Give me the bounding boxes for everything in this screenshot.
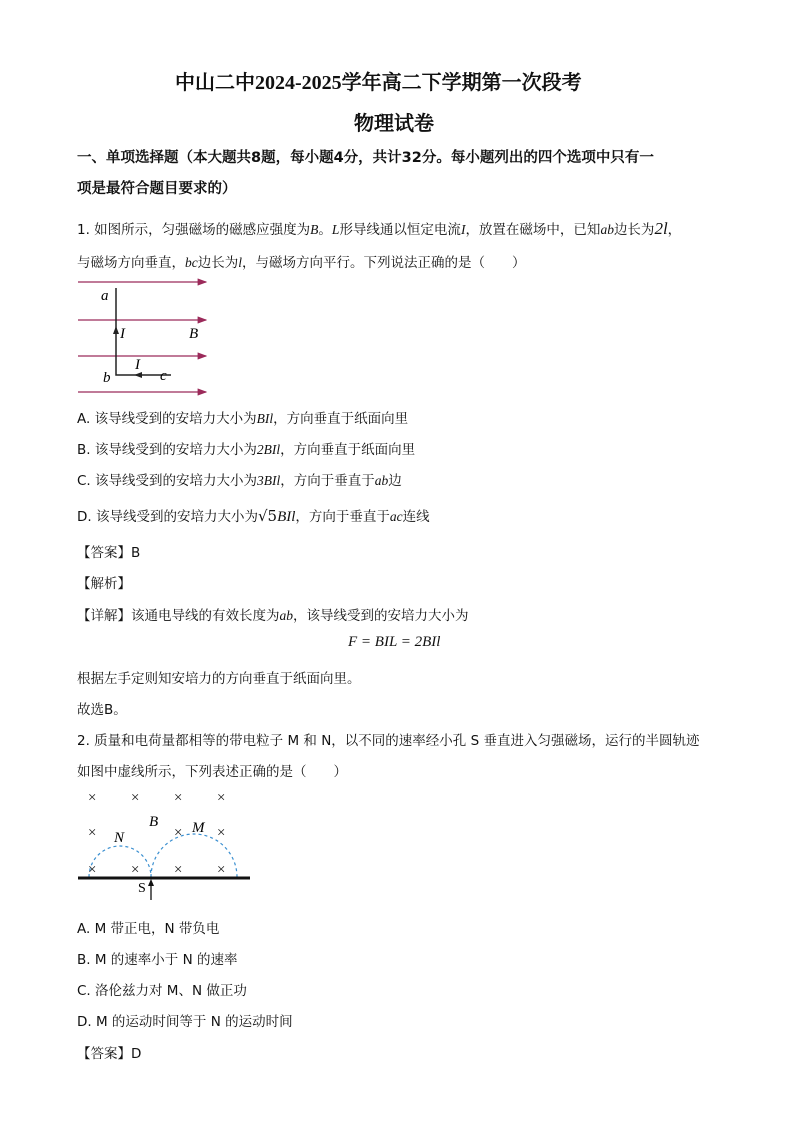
label-M: M	[192, 820, 205, 836]
q1-stem-line2: 与磁场方向垂直，bc边长为l，与磁场方向平行。下列说法正确的是（ ）	[77, 255, 526, 271]
svg-text:×: ×	[130, 862, 141, 878]
svg-text:×: ×	[87, 862, 98, 878]
svg-text:×: ×	[87, 790, 98, 806]
q1-option-d: D. 该导线受到的安培力大小为√5BIl，方向于垂直于ac连线	[77, 507, 430, 525]
q1-option-b: B. 该导线受到的安培力大小为2BIl，方向垂直于纸面向里	[77, 442, 416, 458]
svg-text:×: ×	[216, 862, 227, 878]
svg-text:×: ×	[130, 790, 141, 806]
q2-stem-line2: 如图中虚线所示，下列表述正确的是（ ）	[77, 764, 347, 780]
q1-answer: 【答案】B	[77, 545, 141, 561]
q1-option-c: C. 该导线受到的安培力大小为3BIl，方向于垂直于ab边	[77, 473, 402, 489]
label-N: N	[114, 830, 125, 846]
q1-analysis-label: 【解析】	[77, 576, 131, 592]
section-heading-cont: 项是最符合题目要求的）	[77, 181, 237, 197]
svg-text:×: ×	[173, 825, 184, 841]
section-heading: 一、单项选择题（本大题共8题，每小题4分，共计32分。每小题列出的四个选项中只有一	[77, 150, 654, 166]
q1-stem-line1: 1. 如图所示，匀强磁场的磁感应强度为B。L形导线通以恒定电流I，放置在磁场中，已知ab边长为2l，	[77, 219, 682, 238]
q1-detail-line2: 根据左手定则知安培力的方向垂直于纸面向里。	[77, 671, 361, 687]
cross-marks	[87, 790, 226, 878]
q2-stem-line1: 2. 质量和电荷量都相等的带电粒子 M 和 N，以不同的速率经小孔 S 垂直进入匀强磁场，运行的半圆轨迹	[77, 733, 700, 749]
label-B: B	[189, 326, 199, 342]
q2-figure	[76, 786, 256, 902]
q1-detail: 【详解】该通电导线的有效长度为ab，该导线受到的安培力大小为	[77, 608, 469, 624]
label-I-horizontal: I	[135, 357, 140, 373]
q2-option-c: C. 洛伦兹力对 M、N 做正功	[77, 983, 247, 999]
label-c: c	[160, 368, 167, 384]
q1-figure	[76, 274, 212, 400]
page-subtitle: 物理试卷	[354, 113, 434, 135]
label-I-vertical: I	[120, 326, 125, 342]
label-a: a	[101, 288, 109, 304]
q2-option-d: D. M 的运动时间等于 N 的运动时间	[77, 1014, 293, 1030]
q2-option-a: A. M 带正电，N 带负电	[77, 921, 220, 937]
svg-text:×: ×	[87, 825, 98, 841]
svg-text:×: ×	[216, 790, 227, 806]
q2-answer: 【答案】D	[77, 1046, 142, 1062]
q1-conclusion: 故选B。	[77, 702, 127, 718]
trajectory-N	[89, 846, 151, 877]
svg-text:×: ×	[173, 862, 184, 878]
svg-text:×: ×	[173, 790, 184, 806]
label-b: b	[103, 370, 111, 386]
label-B: B	[149, 814, 159, 830]
label-S: S	[138, 881, 146, 896]
sqrt-five: √5	[257, 507, 278, 525]
svg-text:×: ×	[216, 825, 227, 841]
q2-option-b: B. M 的速率小于 N 的速率	[77, 952, 238, 968]
current-arrow-up	[113, 326, 119, 334]
q1-formula: F = BIL = 2BIl	[348, 634, 441, 650]
page-title: 中山二中2024-2025学年高二下学期第一次段考	[175, 72, 582, 94]
q1-option-a: A. 该导线受到的安培力大小为BIl，方向垂直于纸面向里	[77, 411, 409, 427]
